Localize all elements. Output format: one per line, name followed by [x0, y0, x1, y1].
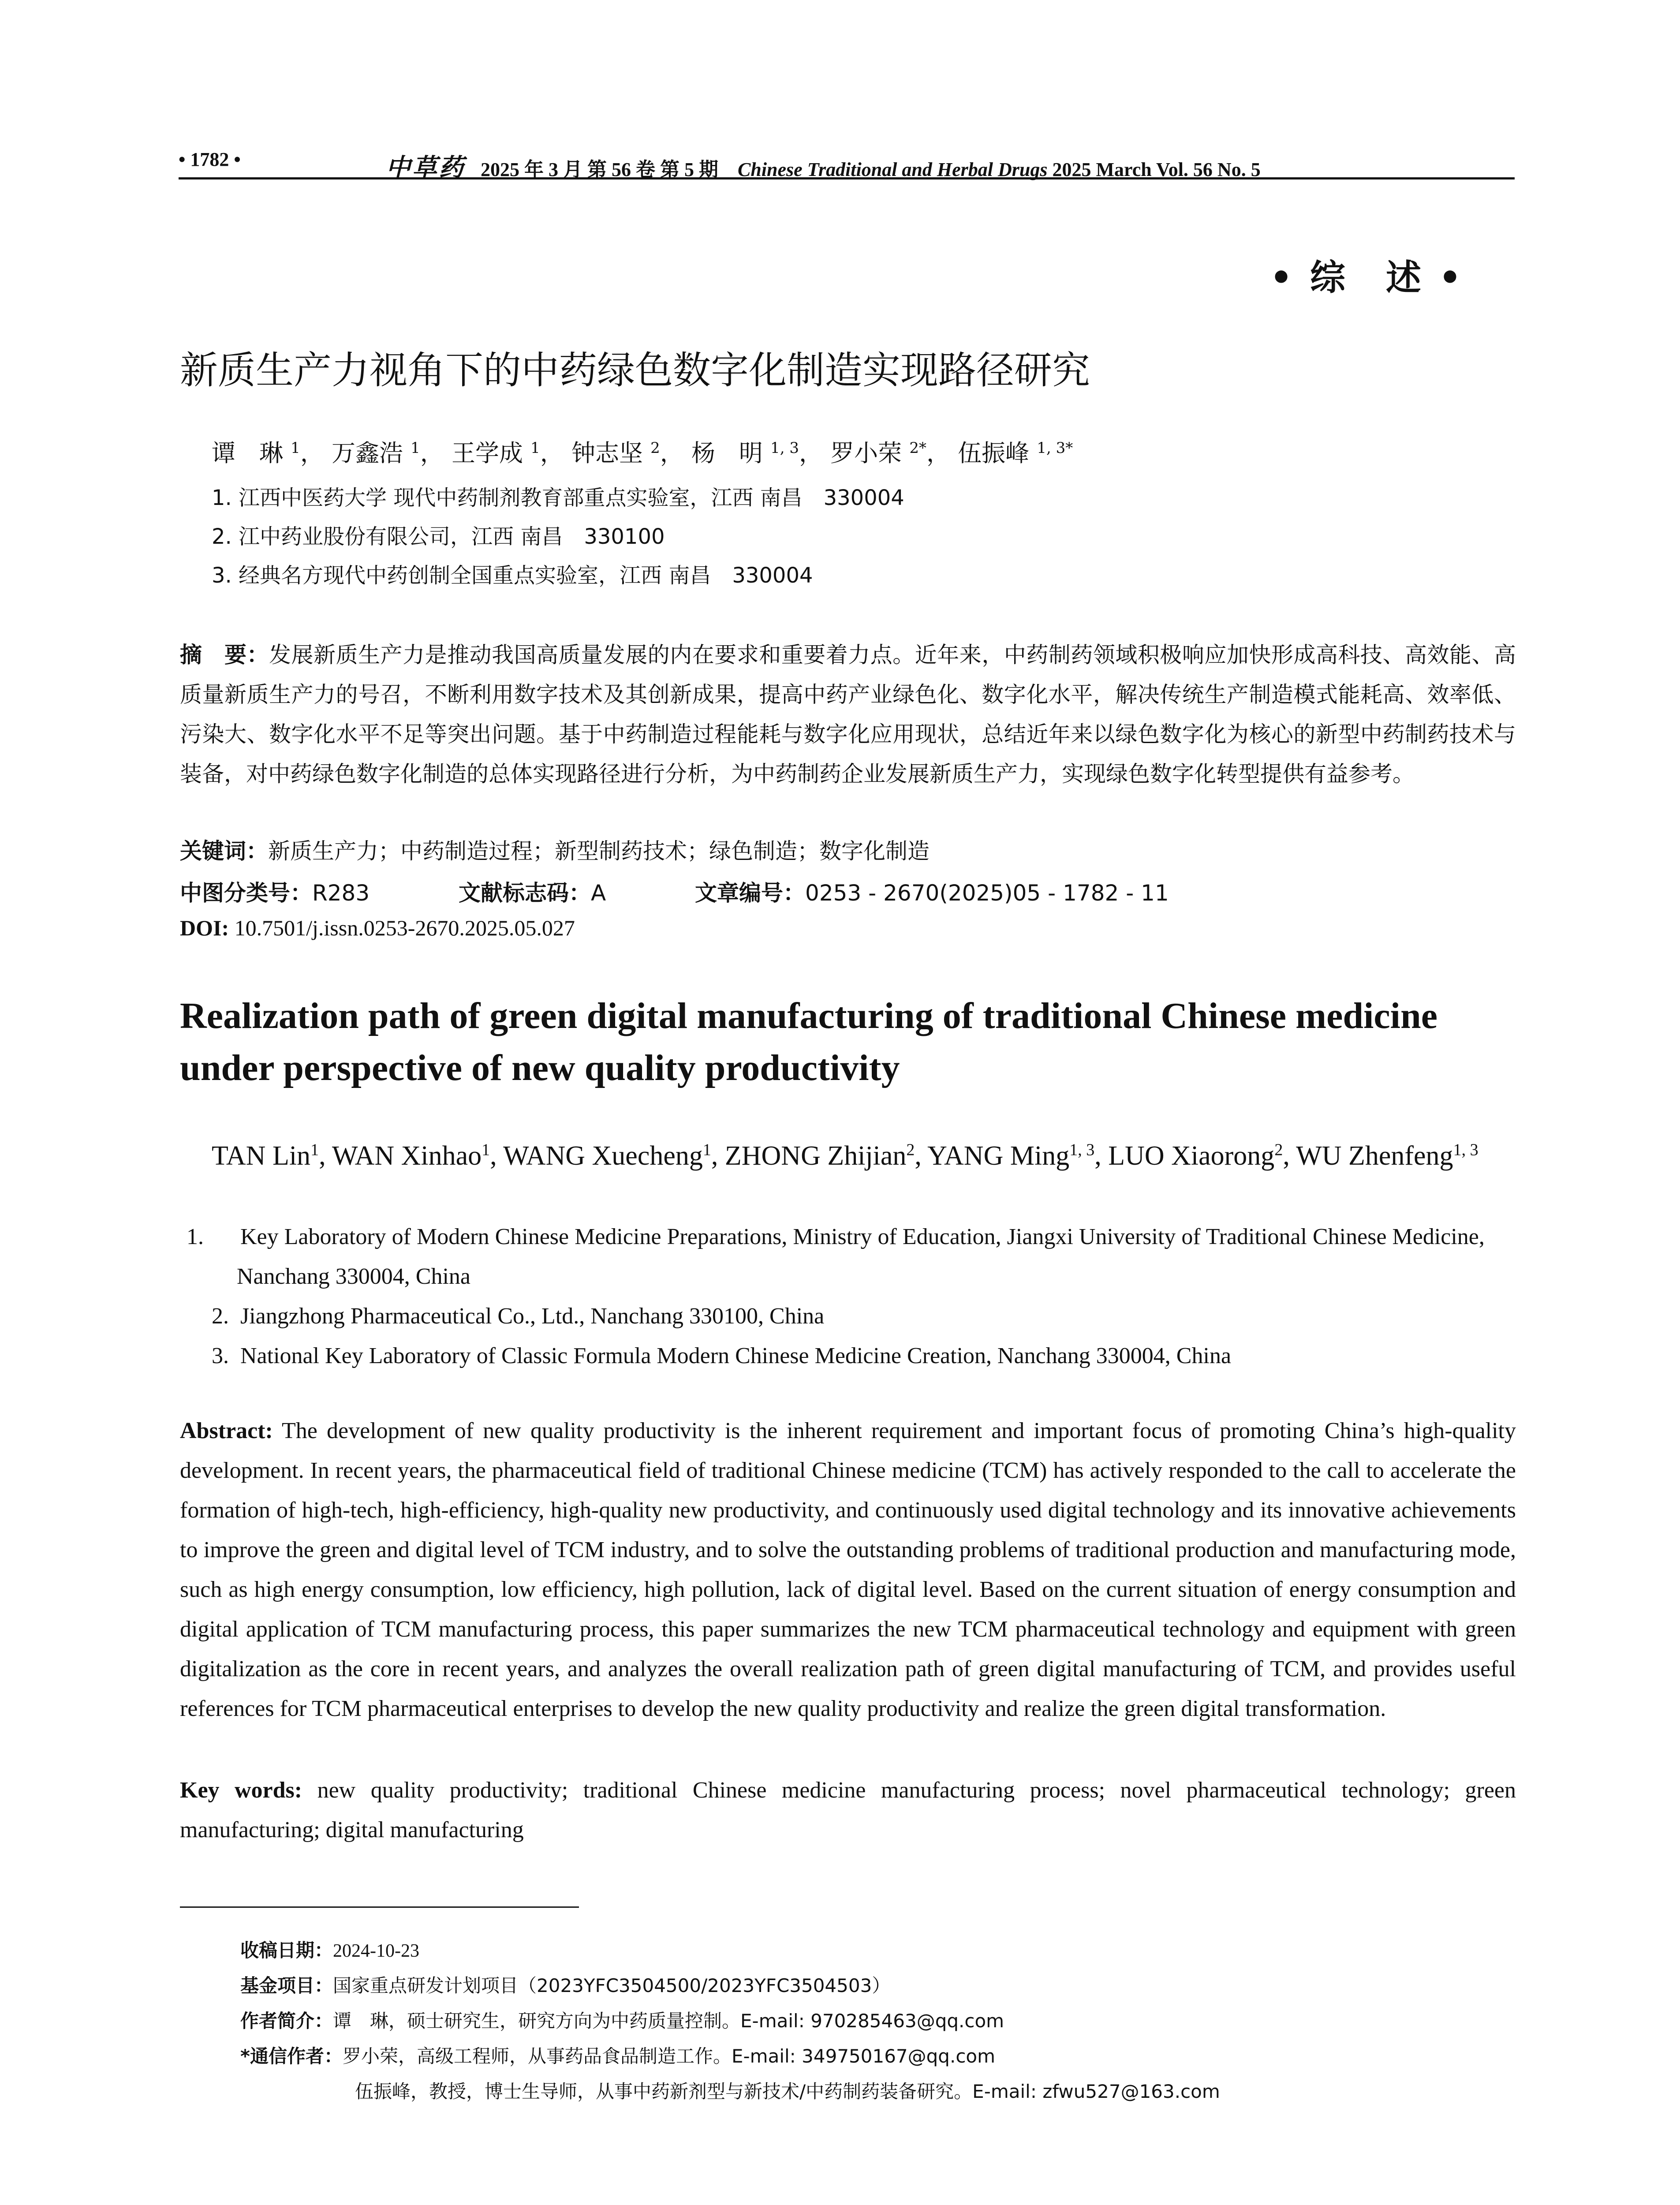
affiliation-en-3: 3. National Key Laboratory of Classic Formula Modern Chinese Medicine Creation, Nanchang 330004, China	[212, 1343, 1232, 1368]
affiliation-cn-2: 2. 江中药业股份有限公司，江西 南昌 330100	[212, 524, 665, 549]
footnote-rule	[180, 1906, 579, 1908]
author-en: LUO Xiaorong$^2$	[1108, 1140, 1283, 1171]
authors-cn: 谭 琳 $^1$， 万鑫浩 $^1$， 王学成 $^1$， 钟志坚 $^2$， 杨 明 $^{1, 3}$， 罗小荣 $^{2*}$， 伍振峰 $^{1, 3*}$	[212, 439, 1073, 467]
abstract-cn-text: 发展新质生产力是推动我国高质量发展的内在要求和重要着力点。近年来，中药制药领域积极响应加快形成高科技、高效能、高质量新质生产力的号召，不断利用数字技术及其创新成果，提高中药产业绿色化、数字化水平，解决传统生产制造模式能耗高、效率低、污染大、数字化水平不足等突出问题。基于中药制造过程能耗与数字化应用现状，总结近年来以绿色数字化为核心的新型中药制药技术与装备，对中药绿色数字化制造的总体实现路径进行分析，为中药制药企业发展新质生产力，实现绿色数字化转型提供有益参考。	[180, 642, 1516, 787]
keywords-en-text: new quality productivity; traditional Chinese medicine manufacturing process; novel pharmaceutical technology; green manufacturing; digital manufacturing	[180, 1778, 1516, 1842]
abstract-en-text: The development of new quality productivity is the inherent requirement and important focus of promoting China’s high-quality development. In recent years, the pharmaceutical field of traditional Chinese medicine (TCM) has actively responded to the call to accelerate the formation of high-tech, high-efficiency, high-quality new productivity, and continuously used digital technology and its innovative achievements to improve the green and digital level of TCM industry, and to solve the outstanding problems of traditional production and manufacturing mode, such as high energy consumption, low efficiency, high pollution, lack of digital level. Based on the current situation of energy consumption and digital application of TCM manufacturing process, this paper summarizes the new TCM pharmaceutical technology and equipment with green digitalization as the core in recent years, and analyzes the overall realization path of green digital manufacturing of TCM, and provides useful references for TCM pharmaceutical enterprises to develop the new quality productivity and realize the green digital transformation.	[180, 1418, 1516, 1721]
header-rule	[179, 177, 1515, 179]
page-number: • 1782 •	[179, 149, 241, 170]
author-cn: 杨 明 $^{1, 3}$	[691, 439, 799, 467]
abstract-cn	[180, 635, 1516, 794]
author-en: ZHONG Zhijian$^2$	[724, 1140, 915, 1171]
keywords-cn-text: 新质生产力；中药制造过程；新型制药技术；绿色制造；数字化制造	[268, 838, 930, 864]
keywords-cn	[180, 833, 930, 865]
author-cn: 伍振峰 $^{1, 3*}$	[958, 439, 1073, 467]
abstract-en	[180, 1411, 1516, 1729]
author-cn: 钟志坚 $^2$	[571, 439, 660, 467]
author-en: WAN Xinhao$^1$	[332, 1140, 490, 1171]
affiliation-en-1: 1. Key Laboratory of Modern Chinese Medicine Preparations, Ministry of Education, Jiangxi University of Traditional Chinese Medicine, Nanchang 330004, China	[187, 1224, 1485, 1289]
issue-cn: 2025 年 3 月 第 56 卷 第 5 期	[481, 159, 718, 180]
author-en: TAN Lin$^1$	[212, 1140, 319, 1171]
author-cn: 罗小荣 $^{2*}$	[830, 439, 926, 467]
doi-line: DOI: 10.7501/j.issn.0253-2670.2025.05.027	[180, 916, 575, 940]
keywords-en-label: Key words:	[180, 1778, 302, 1803]
issue-en: 2025 March Vol. 56 No. 5	[1052, 159, 1261, 180]
author-en: WANG Xuecheng$^1$	[503, 1140, 711, 1171]
footnote-corresponding-2: 伍振峰，教授，博士生导师，从事中药新剂型与新技术/中药制药装备研究。E-mail: zfwu527@163.com	[355, 2081, 1220, 2102]
abstract-en-label: Abstract:	[180, 1418, 273, 1443]
author-cn: 谭 琳 $^1$	[212, 439, 300, 467]
affiliation-en-2: 2. Jiangzhong Pharmaceutical Co., Ltd., Nanchang 330100, China	[212, 1304, 825, 1329]
author-en: YANG Ming$^{1, 3}$	[927, 1140, 1095, 1171]
authors-en: TAN Lin$^1$, WAN Xinhao$^1$, WANG Xuecheng$^1$, ZHONG Zhijian$^2$, YANG Ming$^{1, 3}$, LUO Xiaorong$^2$, WU Zhenfeng$^{1, 3}$	[212, 1140, 1478, 1171]
footnote-corresponding: *通信作者：罗小荣，高级工程师，从事药品食品制造工作。E-mail: 349750167@qq.com	[240, 2045, 996, 2067]
section-label: • 综 述 •	[1270, 257, 1464, 298]
doi-value: 10.7501/j.issn.0253-2670.2025.05.027	[234, 916, 575, 940]
affiliation-cn-1: 1. 江西中医药大学 现代中药制剂教育部重点实验室，江西 南昌 330004	[212, 486, 904, 510]
footnote-received: 收稿日期：2024-10-23	[240, 1940, 419, 1961]
document-code: A	[591, 880, 606, 906]
author-cn: 王学成 $^1$	[451, 439, 540, 467]
running-header	[179, 145, 1515, 182]
title-en: Realization path of green digital manufacturing of traditional Chinese medicine under perspective of new quality productivity	[180, 995, 1438, 1088]
keywords-cn-label: 关键词：	[180, 838, 268, 864]
author-en: WU Zhenfeng$^{1, 3}$	[1296, 1140, 1478, 1171]
abstract-cn-label: 摘 要：	[180, 642, 269, 668]
title-cn: 新质生产力视角下的中药绿色数字化制造实现路径研究	[180, 348, 1090, 392]
clc-number: R283	[312, 880, 370, 906]
journal-logo: 中草药	[386, 154, 465, 182]
keywords-en	[180, 1771, 1516, 1850]
article-number: 0253 - 2670(2025)05 - 1782 - 11	[805, 880, 1169, 906]
footnote-bio: 作者简介：谭 琳，硕士研究生，研究方向为中药质量控制。E-mail: 970285463@qq.com	[240, 2010, 1004, 2032]
footnote-fund: 基金项目：国家重点研发计划项目（2023YFC3504500/2023YFC3504503）	[240, 1975, 891, 1996]
classification-line: 中图分类号：R283 文献标志码：A 文章编号：0253 - 2670(2025)05 - 1782 - 11	[180, 880, 1169, 906]
affiliation-cn-3: 3. 经典名方现代中药创制全国重点实验室，江西 南昌 330004	[212, 563, 813, 588]
journal-name-en: Chinese Traditional and Herbal Drugs	[738, 159, 1048, 180]
author-cn: 万鑫浩 $^1$	[331, 439, 420, 467]
